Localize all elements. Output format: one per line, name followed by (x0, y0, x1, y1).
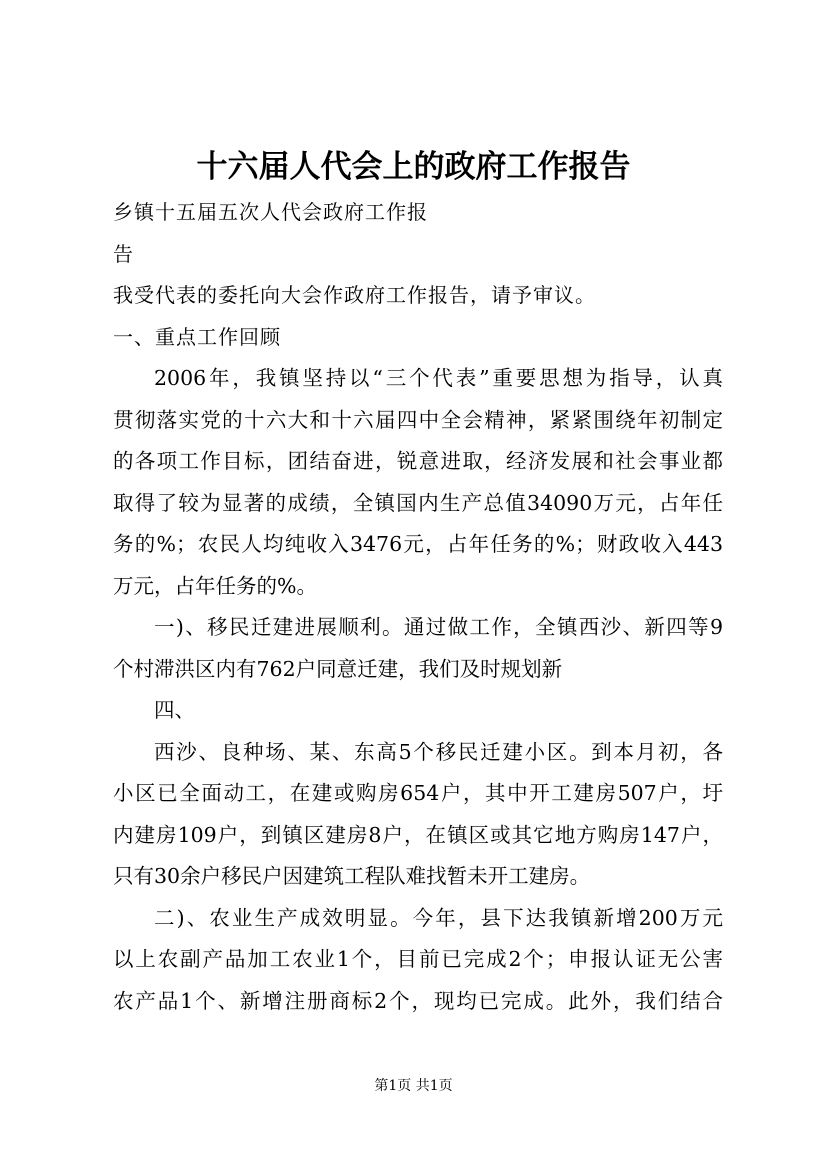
paragraph-line: 个村滞洪区内有762户同意迁建，我们及时规划新 (113, 656, 563, 681)
paragraph-line: 2006年，我镇坚持以“三个代表”重要思想为指导，认真 (154, 366, 723, 390)
paragraph-line: 我受代表的委托向大会作政府工作报告，请予审议。 (113, 283, 596, 307)
paragraph-line: 一)、移民迁建进展顺利。通过做工作，全镇西沙、新四等9 (154, 615, 723, 639)
document-title: 十六届人代会上的政府工作报告 (196, 149, 631, 185)
page-footer: 第1页 共1页 (374, 1078, 453, 1094)
paragraph-line: 万元，占年任务的%。 (113, 573, 317, 598)
paragraph-line: 以上农副产品加工农业1个，目前已完成2个；申报认证无公害 (113, 947, 723, 971)
paragraph-line: 四、 (154, 698, 195, 722)
paragraph-line: 取得了较为显著的成绩，全镇国内生产总值34090万元，占年任 (113, 490, 723, 515)
paragraph-line: 只有30余户移民户因建筑工程队难找暂未开工建房。 (113, 864, 591, 888)
paragraph-line: 农产品1个、新增注册商标2个，现均已完成。此外，我们结合 (113, 988, 723, 1013)
paragraph-line: 小区已全面动工，在建或购房654户，其中开工建房507户，圩 (113, 781, 723, 805)
paragraph-line: 内建房109户，到镇区建房8户，在镇区或其它地方购房147户， (113, 822, 723, 847)
paragraph-line: 告 (113, 241, 134, 266)
paragraph-line: 西沙、良种场、某、东高5个移民迁建小区。到本月初，各 (154, 739, 723, 764)
paragraph-line: 务的%；农民人均纯收入3476元，占年任务的%；财政收入443 (113, 532, 723, 556)
section-heading: 一、重点工作回顾 (113, 324, 281, 349)
document-body (113, 192, 723, 1022)
paragraph-line: 贯彻落实党的十六大和十六届四中全会精神，紧紧围绕年初制定 (113, 407, 723, 432)
paragraph-line: 乡镇十五届五次人代会政府工作报 (113, 200, 428, 224)
paragraph-line: 二)、农业生产成效明显。今年，县下达我镇新增200万元 (154, 905, 723, 930)
paragraph-line: 的各项工作目标，团结奋进，锐意进取，经济发展和社会事业都 (113, 449, 723, 473)
